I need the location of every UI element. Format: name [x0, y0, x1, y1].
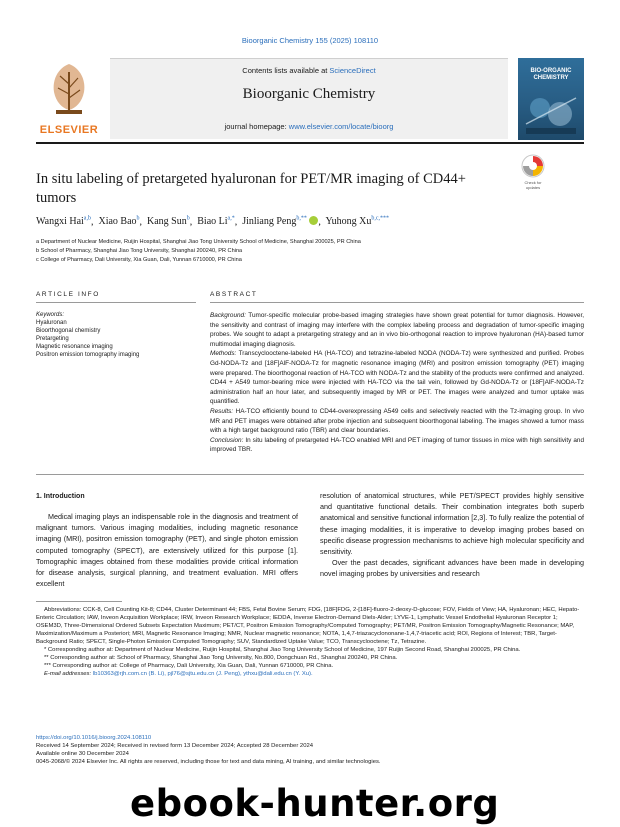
- abstract-conclusion: Conclusion: In situ labeling of pretargeted HA-TCO enabled MRI and PET imaging of tumor tissues in mice with high sensitivity and improved TBR.: [210, 436, 585, 454]
- orcid-icon[interactable]: [309, 216, 318, 225]
- footnotes: [36, 606, 584, 678]
- homepage-link[interactable]: www.elsevier.com/locate/bioorg: [288, 122, 394, 131]
- abstract-methods: Methods: Transcyclooctene-labeled HA (HA-TCO) and tetrazine-labeled NODA (NODA-Tz) were synthesized and purified. Probes Gd-NODA-Tz and [18F]AlF-NODA-Tz for magnetic resonance imaging (MRI) and positron emission tomography (PET) imaging were prepared. The bioorthogonal reaction of HA-TCO with NODA-Tz and the stability of the products were confirmed and analyzed. CD44 + A549 tumor-bearing mice were injected with HA-TCO via the tail vein, followed by Gd-NODA-Tz or [18F]AlF-NODA-Tz administration half an hour later, and subsequently imaged by MR or PET. The images were analyzed and tumor uptake was quantified.: [210, 350, 584, 406]
- journal-name: Bioorganic Chemistry: [242, 86, 376, 102]
- section-heading-introduction: 1. Introduction: [36, 493, 85, 500]
- sciencedirect-link[interactable]: ScienceDirect: [329, 66, 376, 75]
- keyword: Magnetic resonance imaging: [36, 344, 113, 350]
- homepage-line: [110, 122, 508, 131]
- keyword: Bioorthogonal chemistry: [36, 328, 101, 334]
- keywords-label: Keywords:: [36, 312, 65, 318]
- email-label: E-mail addresses:: [44, 671, 93, 677]
- article-title: In situ labeling of pretargeted hyaluronan for PET/MR imaging of CD44+ tumors: [36, 171, 466, 206]
- journal-citation[interactable]: Bioorganic Chemistry 155 (2025) 108110: [241, 36, 379, 45]
- corresponding-author-3: *** Corresponding author at: College of Pharmacy, Dali University, Xia Guan, Dali, Yunnan 6710000, PR China.: [44, 663, 334, 669]
- check-for-updates-icon[interactable]: [518, 152, 548, 192]
- abstract-results: Results: HA-TCO efficiently bound to CD44-overexpressing A549 cells and selectively reacted with the Tz-imaging group. In vivo MR and PET images were obtained after probe injection and subsequent bioorthogonal labeling. The images showed a tumor mass with a high target background ratio (TBR) and clear boundaries.: [210, 407, 584, 435]
- keyword: Positron emission tomography imaging: [36, 352, 140, 358]
- svg-text:updates: updates: [525, 185, 541, 190]
- keyword: Pretargeting: [36, 336, 69, 342]
- cover-title: BIO-ORGANIC CHEMISTRY: [530, 68, 572, 81]
- author[interactable]: Jinliang Peng$^{b,**}$: [242, 216, 307, 228]
- affiliation: a Department of Nuclear Medicine, Ruijin Hospital, Shanghai Jiao Tong University School of Medicine, Shanghai 200025, PR China: [36, 239, 361, 245]
- intro-left-column: [36, 511, 298, 589]
- abstract-rule: [210, 302, 584, 303]
- article-meta: [36, 734, 584, 766]
- contents-prefix: Contents lists available at: [242, 66, 330, 75]
- doi-link[interactable]: https://doi.org/10.1016/j.bioorg.2024.108110: [36, 735, 152, 741]
- author-list: Wangxi Hai$^{a,b}$, Xiao Bao$^b$, Kang Sun$^b$, Biao $Li^{a,*}$, Jinliang Peng$^{b,**}$ , Yuhong $Xu^{b,c,***}$: [36, 216, 390, 228]
- intro-paragraph: resolution of anatomical structures, while PET/SPECT provides highly sensitive and quantitative functional details. Their combination integrates both superb anatomical and sensitive functional information [2,3]. To fully realize the potential of these imaging modalities, it is imperative to develop imaging probes based on specific disease progression mechanisms to achieve high molecular specificity and sensitivity.: [320, 491, 584, 557]
- intro-paragraph: Medical imaging plays an indispensable role in the diagnosis and treatment of malignant tumors. Various imaging modalities, including magnetic resonance imaging (MRI), positron emission tomography (PET), and single photon emission computed tomography (SPECT), are extensively utilized for this purpose [1]. Tomographic images obtained from these modalities provide critical information for disease analysis, surgical planning, and treatment evaluation. MRI offers excellent: [36, 512, 298, 589]
- homepage-prefix: journal homepage:: [224, 122, 289, 131]
- corresponding-author-1: * Corresponding author at: Department of Nuclear Medicine, Ruijin Hospital, Shanghai Jiao Tong University School of Medicine, 197 Ruijin Second Road, Shanghai 200025, PR China.: [44, 647, 521, 653]
- affiliation: c College of Pharmacy, Dali University, Xia Guan, Dali, Yunnan 6710000, PR China: [36, 257, 242, 263]
- footnote-rule: [36, 601, 122, 602]
- author[interactable]: Wangxi Hai$^{a,b}$: [36, 216, 91, 228]
- abstract-heading: ABSTRACT: [210, 291, 258, 298]
- author[interactable]: Xiao Bao$^b$: [98, 216, 140, 228]
- contents-line: [110, 66, 508, 75]
- abstract-bottom-rule: [36, 474, 584, 475]
- publisher-wordmark: ELSEVIER: [39, 124, 99, 136]
- affiliation: b School of Pharmacy, Shanghai Jiao Tong University, Shanghai 200240, PR China: [36, 248, 243, 254]
- corresponding-author-2: ** Corresponding author at: School of Pharmacy, Shanghai Jiao Tong University, No.800, Dongchuan Rd., Shanghai 200240, PR China.: [44, 655, 398, 661]
- online-date: Available online 30 December 2024: [36, 751, 129, 757]
- keyword: Hyaluronan: [36, 320, 67, 326]
- abstract-body: [210, 311, 584, 455]
- author[interactable]: Yuhong $Xu^{b,c,***}$: [325, 216, 390, 228]
- svg-text:Check for: Check for: [524, 180, 542, 185]
- watermark: ebook-hunter.org: [130, 782, 500, 825]
- intro-right-column: [320, 490, 584, 580]
- abstract-background: Background: Tumor-specific molecular probe-based imaging strategies have shown great potential for tumor diagnosis. However, the sensitivity and contrast of imaging may interfere with the complex labeling process and degradation of tumor-specific imaging probes. We sought to adapt a pretargeting strategy and an in vivo bio-orthogonal reaction to improve hyaluronan (HA)-based tumor multimodal imaging diagnosis.: [210, 312, 584, 348]
- article-info-rule: [36, 302, 196, 303]
- author[interactable]: Biao $Li^{a,*}$: [197, 216, 235, 228]
- received-dates: Received 14 September 2024; Received in revised form 13 December 2024; Accepted 28 December 2024: [36, 743, 314, 749]
- abbreviations-footnote: Abbreviations: CCK-8, Cell Counting Kit-8; CD44, Cluster Determinant 44; FBS, Fetal Bovine Serum; FDG, [18F]FDG, 2-[18F]-fluoro-2-deoxy-D-glucose; FOV, Fields of View; HA, Hyaluronan; HEC, Hepato-Enteric Circulation; IAW, Inveon Acquisition Workplace; IRW, Inveon Research Workplace; IEDDA, Inverse Electron-Demand Diels-Alder; LYVE-1, Lymphatic Vessel Endothelial Hyaluronan Receptor 1; OSEM3D, Three-Dimensional Ordered Subsets Expectation Maximum; PET/CT, Positron Emission Tomography/Computed Tomography; PET/MR, Positron Emission Tomography/Magnetic Resonance; MAP, Maximization/Maximum a Posteriori; MRI, Magnetic Resonance Imaging; NMR, Nuclear magnetic resonance; NOTA, 1,4,7-triazacyclononane-1,4,7-triacetic acid; ROI, Regions of Interest; TBR, Target-Background Ratio; SPECT, Single-Photon Emission Computed Tomography; SUV, Standardized Uptake Value; TCO, Transcyclooctene; Tz, Tetrazine.: [36, 607, 580, 645]
- intro-paragraph: Over the past decades, significant advances have been made in developing novel imaging probes by universities and research: [320, 558, 584, 579]
- article-info-heading: ARTICLE INFO: [36, 291, 100, 298]
- author[interactable]: Kang Sun$^b$: [147, 216, 190, 228]
- email-addresses[interactable]: lb10363@rjh.com.cn (B. Li), pjl76@sjtu.edu.cn (J. Peng), ythxu@dali.edu.cn (Y. Xu).: [92, 671, 313, 677]
- copyright-notice: 0045-2068/© 2024 Elsevier Inc. All rights are reserved, including those for text and data mining, AI training, and similar technologies.: [36, 759, 381, 765]
- header-divider: [36, 142, 584, 144]
- keywords-block: [36, 311, 196, 359]
